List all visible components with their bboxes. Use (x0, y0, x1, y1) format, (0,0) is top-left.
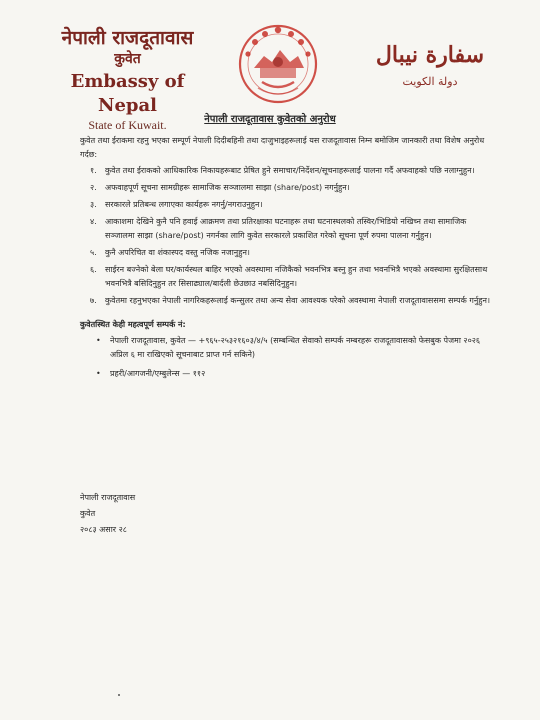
contact-text: प्रहरी/आगजनी/एम्बुलेन्स — ११२ (110, 369, 206, 378)
nepali-city-name: कुवेत (114, 51, 141, 67)
list-item (80, 294, 490, 308)
notice-title: नेपाली राजदूतावास कुवेतको अनुरोध (204, 114, 336, 125)
notice-intro: कुवेत तथा ईराकमा रहनु भएका सम्पूर्ण नेपाली दिदीबहिनी तथा दाजुभाइहरूलाई यस राजदूतावास निम्न बमोजिम जानकारी तथा विशेष अनुरोध गर्दछ: (80, 136, 485, 159)
contact-item (80, 334, 490, 362)
item-number: ५. (90, 248, 97, 257)
item-number: ७. (90, 296, 97, 305)
signature-date: २०८३ असार २८ (80, 525, 127, 534)
scan-speck (118, 694, 120, 696)
embassy-letterhead-right (350, 40, 510, 90)
nepali-embassy-name: नेपाली राजदूतावास (61, 27, 194, 49)
item-number: २. (90, 183, 97, 192)
item-text: साईरन बज्नेको बेला घर/कार्यस्थल बाहिर भएको अवस्थामा नजिकैको भवनभित्र बस्नु हुन तथा भवनभित्रै भएको अवस्थामा सुरक्षितसाथ भवनभित्रै बसिदिनुहुन तर सिसाढ्याल/बार्दली छेउछाउ नबसिदिनुहुन। (105, 265, 488, 288)
contact-text: नेपाली राजदूतावास, कुवेत — +९६५-२५३२१६०३/४/५ (सम्बन्धित सेवाको सम्पर्क नम्बरहरू राजदूतावासको फेसबुक पेजमा २०२६ अप्रिल ६ मा राखिएको सूचनाबाट प्राप्त गर्न सकिने) (110, 336, 481, 359)
notice-body (80, 134, 490, 386)
bullet-icon: • (96, 369, 101, 378)
english-state-name: State of Kuwait. (88, 118, 167, 132)
item-text: कुवेतमा रहनुभएका नेपाली नागरिकहरूलाई कन्सुलर तथा अन्य सेवा आवश्यक परेको अवस्थामा नेपाली राजदूतावाससमा सम्पर्क गर्नुहुन। (105, 296, 490, 305)
list-item (80, 215, 490, 243)
list-item (80, 198, 490, 212)
item-text: सरकारले प्रतिबन्ध लगाएका कार्यहरू नगर्नु/नगराउनुहुन। (105, 200, 263, 209)
item-text: कुवेत तथा ईराकको आधिकारिक निकायहरूबाट प्रेषित हुने समाचार/निर्देशन/सूचनाहरूलाई पालना गर्दै अफवाहको पछि नलाग्नुहुन। (105, 166, 475, 175)
list-item (80, 246, 490, 260)
item-number: ३. (90, 200, 97, 209)
contact-item (80, 367, 490, 381)
arabic-state-name: دولة الكويت (402, 75, 458, 88)
bullet-icon: • (96, 336, 101, 345)
item-text: कुनै अपरिचित वा शंकास्पद वस्तु नजिक नजानुहुन। (105, 248, 250, 257)
english-embassy-name: Embassy of Nepal (70, 71, 185, 116)
item-number: ४. (90, 217, 97, 226)
notice-list (80, 164, 490, 308)
item-text: अफवाहपूर्ण सूचना सामग्रीहरू सामाजिक सञ्जालमा साझा (share/post) नगर्नुहुन। (105, 183, 350, 192)
signature-city: कुवेत (80, 509, 96, 518)
item-number: १. (90, 166, 97, 175)
list-item (80, 181, 490, 195)
item-text: आकाशमा देखिने कुनै पनि हवाई आक्रमण तथा प्रतिरक्षाका घटनाहरू तथा घटनास्थलको तस्विर/भिडियो नखिच्न तथा सामाजिक सञ्जालमा साझा (share/post) नगर्नका लागि कुवेत सरकारले प्रकाशित गरेको सूचना पूर्ण रुपमा पालना गर्नुहुन। (105, 217, 467, 240)
signature-block (80, 490, 135, 538)
contacts-list (80, 334, 490, 381)
arabic-embassy-name: سفارة نيبال (375, 42, 485, 68)
list-item (80, 164, 490, 178)
contacts-heading: कुवेतस्थित केही महत्वपूर्ण सम्पर्क नं: (80, 320, 186, 329)
list-item (80, 263, 490, 291)
signature-office: नेपाली राजदूतावास (80, 493, 136, 502)
embassy-seal-icon (232, 22, 324, 106)
item-number: ६. (90, 265, 97, 274)
